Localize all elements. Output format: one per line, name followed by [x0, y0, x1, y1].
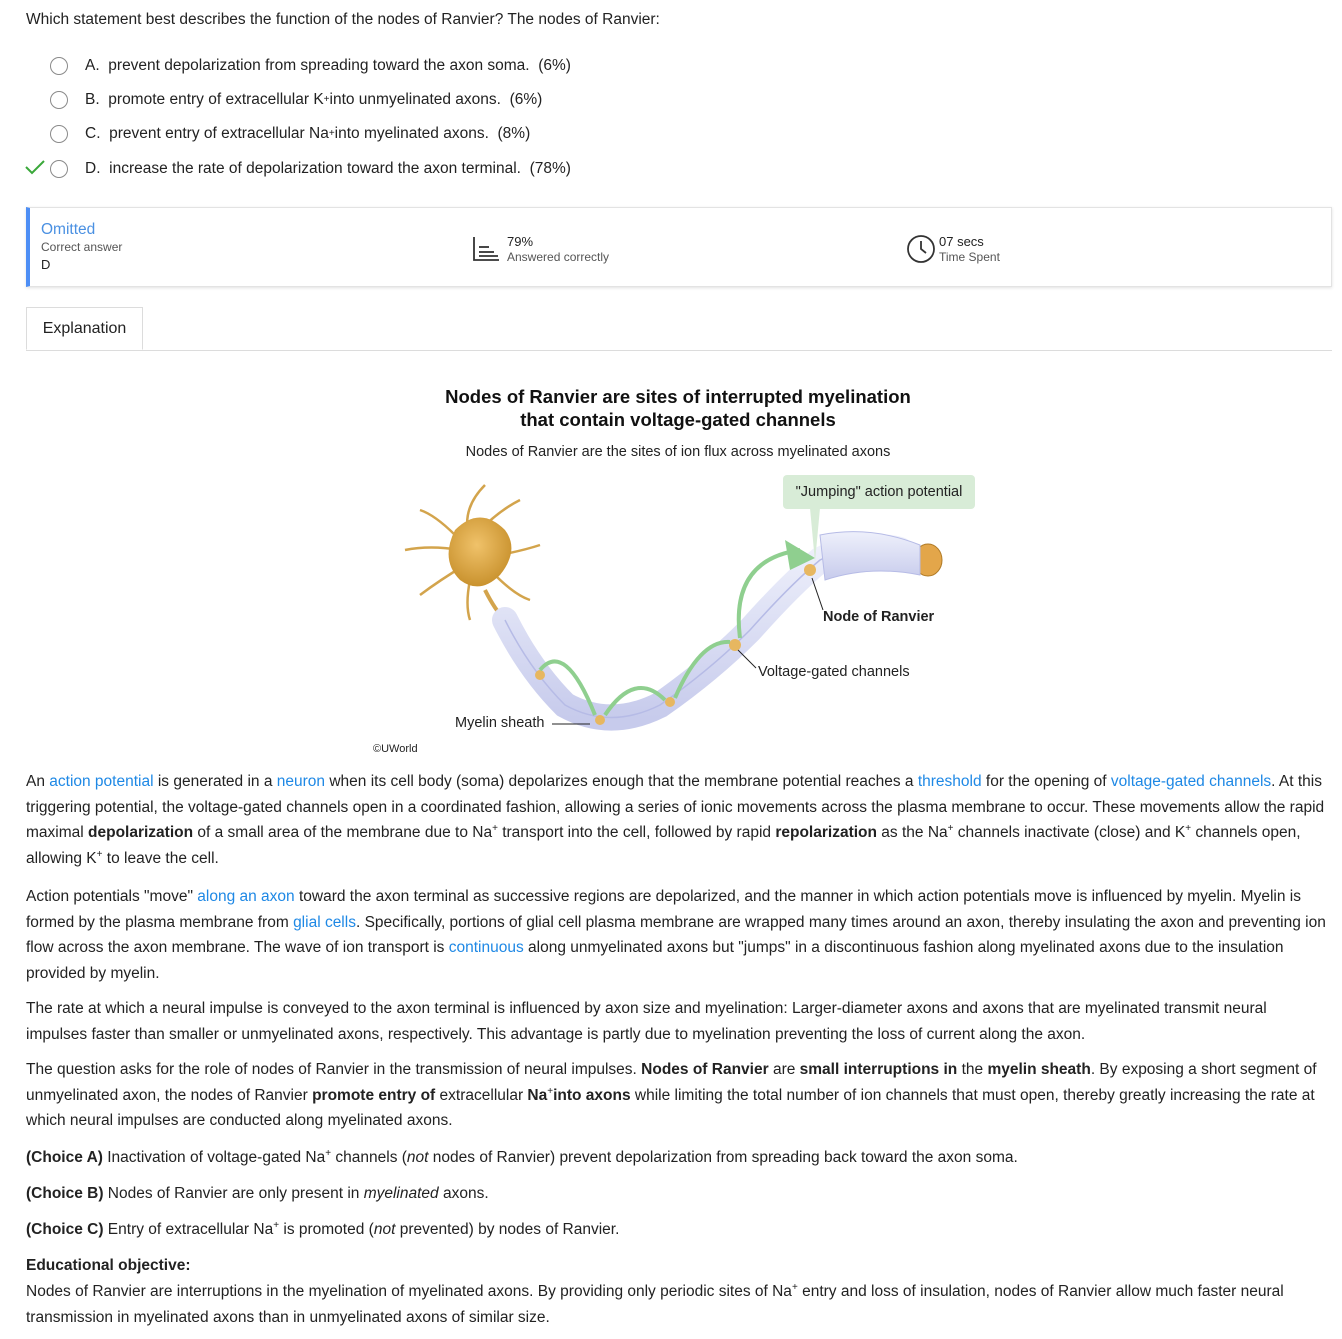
choice-percent: (78%) [529, 160, 571, 177]
answer-choice-a[interactable] [50, 54, 571, 78]
explanation-paragraph-2: Action potentials "move" along an axon toward the axon terminal as successive regions are depolarized, and the manner in which action potentials move is influenced by myelin. Myelin is formed by the plasma membrane from glial cells. Specifically, portions of glial cell plasma membrane are wrapped many times around an axon, thereby insulating the axon and preventing ion flow across the axon membrane. The wave of ion transport is continuous along unmyelinated axons but "jumps" in a discontinuous fashion along myelinated axons due to the insulation provided by myelin. [26, 888, 1326, 982]
link-neuron[interactable]: neuron [276, 773, 326, 790]
choice-percent: (6%) [538, 57, 571, 74]
correct-answer-label: Correct answer [41, 240, 123, 254]
radio-button[interactable] [50, 57, 68, 75]
correct-check-icon [24, 158, 46, 176]
copyright: ©UWorld [373, 743, 418, 755]
link-glial-cells[interactable]: glial cells [293, 913, 356, 931]
objective-text: Nodes of Ranvier are interruptions in the myelination of myelinated axons. By providing only periodic sites of Na+ entry and loss of insulation, nodes of Ranvier allow much faster neural transmission in myelinated axons than in unmyelinated axons of similar size. [26, 1281, 1284, 1326]
choice-percent: (6%) [509, 91, 543, 108]
choice-letter: A. [85, 57, 100, 74]
link-voltage-gated-channels[interactable]: voltage-gated channels [1110, 773, 1272, 790]
tab-bar [26, 307, 1332, 351]
question-stem: Which statement best describes the function of the nodes of Ranvier? The nodes of Ranvier: [26, 11, 660, 28]
choice-letter: C. [85, 125, 101, 142]
stats-panel [26, 207, 1332, 287]
choice-text: prevent depolarization from spreading toward the axon soma. [108, 57, 530, 74]
answer-choice-d[interactable] [50, 157, 571, 181]
link-threshold[interactable]: threshold [917, 773, 982, 790]
figure-title-line1: Nodes of Ranvier are sites of interrupted myelination [445, 386, 911, 407]
objective-heading: Educational objective: [26, 1257, 191, 1274]
choice-text-tail: into myelinated axons. [334, 125, 489, 142]
link-continuous[interactable]: continuous [448, 939, 524, 956]
channels-leader [738, 650, 756, 668]
label-node-of-ranvier: Node of Ranvier [823, 609, 935, 625]
radio-button[interactable] [50, 125, 68, 143]
choice-text-tail: into unmyelinated axons. [329, 91, 501, 108]
link-action-potential[interactable]: action potential [49, 773, 154, 790]
choice-c-explanation: (Choice C) Entry of extracellular Na+ is promoted (not prevented) by nodes of Ranvier. [26, 1219, 620, 1238]
choice-letter: D. [85, 160, 101, 177]
radio-button[interactable] [50, 91, 68, 109]
choice-a-explanation: (Choice A) Inactivation of voltage-gated Na+ channels (not nodes of Ranvier) prevent depolarization from spreading back toward the axon soma. [26, 1147, 1018, 1166]
time-spent-label: Time Spent [939, 250, 1000, 264]
choice-letter: B. [85, 91, 100, 108]
tab-explanation[interactable]: Explanation [26, 307, 143, 350]
explanation-paragraph-3: The rate at which a neural impulse is conveyed to the axon terminal is influenced by axon size and myelination: Larger-diameter axons and axons that are myelinated transmit neural impulses faster than smaller or unmyelinated axons, respectively. This advantage is partly due to myelination preventing the loss of current along the axon. [26, 1000, 1267, 1043]
percent-correct: 79% [507, 234, 534, 249]
percent-correct-label: Answered correctly [507, 250, 610, 264]
link-along-an-axon[interactable]: along an axon [197, 888, 295, 905]
jumping-callout: "Jumping" action potential [783, 475, 975, 509]
choice-text: increase the rate of depolarization toward the axon terminal. [109, 160, 521, 177]
node-leader [812, 578, 823, 610]
figure-title [380, 385, 976, 431]
radio-button[interactable] [50, 160, 68, 178]
time-spent: 07 secs [939, 234, 984, 249]
bar-chart-icon [471, 235, 501, 263]
answer-choice-c[interactable]: C. prevent entry of extracellular Na + into myelinated axons. (8%) [50, 122, 530, 146]
label-myelin-sheath: Myelin sheath [455, 715, 545, 731]
choice-text: promote entry of extracellular K [108, 91, 324, 108]
soma [449, 518, 512, 587]
choice-percent: (8%) [497, 125, 531, 142]
explanation-paragraph-4: The question asks for the role of nodes of Ranvier in the transmission of neural impulses. Nodes of Ranvier are small interruptions in the myelin sheath. By exposing a short segment of unmyelinated axon, the nodes of Ranvier promote entry of extracellular Na+into axons while limiting the total number of ion channels that must open, thereby greatly increasing the rate at which neural impulses are conducted along myelinated axons. [26, 1061, 1317, 1129]
figure-title-line2: that contain voltage-gated channels [520, 409, 836, 430]
status-omitted: Omitted [41, 221, 96, 238]
label-voltage-gated: Voltage-gated channels [758, 664, 910, 680]
correct-answer-value: D [41, 257, 51, 272]
answer-choice-b[interactable]: B. promote entry of extracellular K + into unmyelinated axons. (6%) [50, 88, 542, 112]
explanation-paragraph-1: An action potential is generated in a neuron when its cell body (soma) depolarizes enough that the membrane potential reaches a threshold for the opening of voltage-gated channels. At this triggering potential, the voltage-gated channels open in a coordinated fashion, allowing a series of ionic movements across the plasma membrane to occur. These movements allow the rapid maximal depolarization of a small area of the membrane due to Na+ transport into the cell, followed by rapid repolarization as the Na+ channels inactivate (close) and K+ channels open, allowing K+ to leave the cell. [26, 773, 1325, 867]
choice-b-explanation: (Choice B) Nodes of Ranvier are only present in myelinated axons. [26, 1185, 489, 1202]
clock-icon [906, 234, 936, 264]
figure-subtitle: Nodes of Ranvier are the sites of ion flux across myelinated axons [465, 444, 891, 460]
choice-text: prevent entry of extracellular Na [109, 125, 329, 142]
